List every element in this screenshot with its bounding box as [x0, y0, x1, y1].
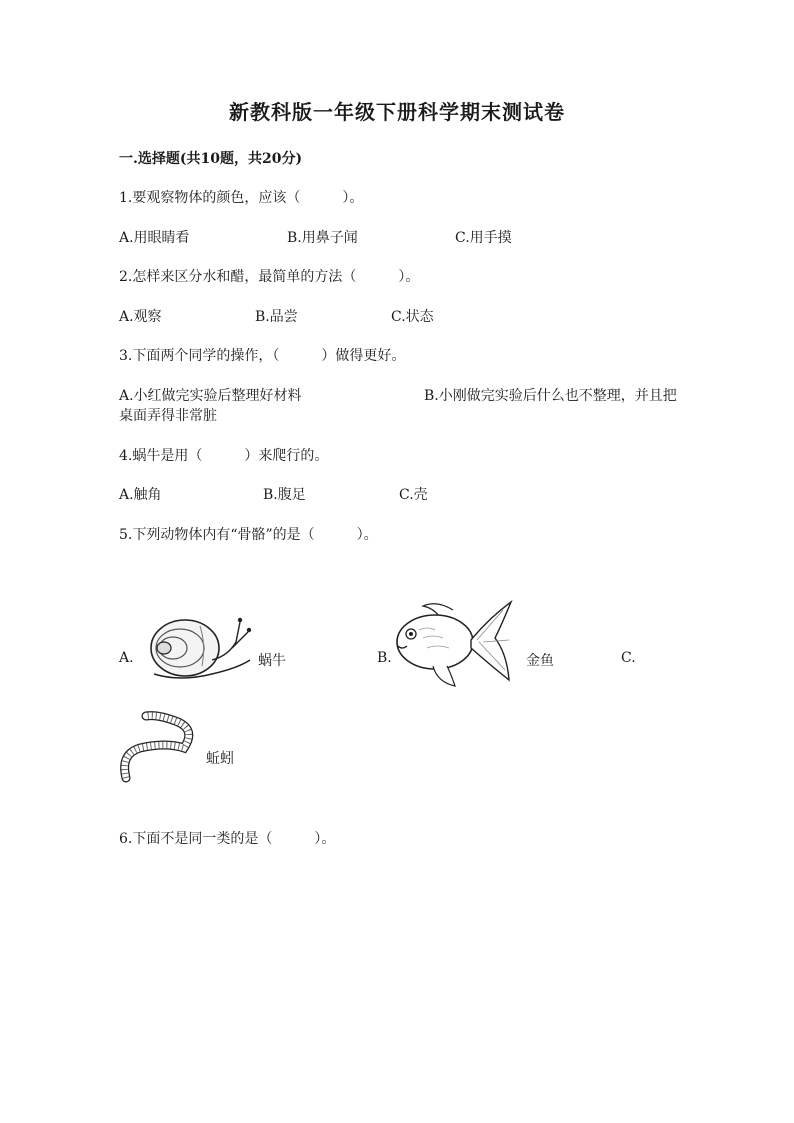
q2-option-c: C.状态 — [391, 309, 434, 325]
q2-option-a: A.观察 — [119, 309, 162, 325]
question-1: 1.要观察物体的颜色，应该（ ）。 — [119, 190, 364, 206]
q5-option-a-label: A. — [119, 650, 134, 666]
q1-option-c: C.用手摸 — [455, 230, 512, 246]
q4-option-b: B.腹足 — [263, 487, 306, 503]
q5-option-b-label: B. — [377, 650, 392, 666]
q3-option-a: A.小红做完实验后整理好材料 — [119, 388, 302, 404]
q5-caption-goldfish: 金鱼 — [526, 653, 554, 669]
q5-caption-earthworm: 蚯蚓 — [206, 751, 234, 767]
q3-option-b: B.小刚做完实验后什么也不整理，并且把桌面弄得非常脏 — [119, 388, 677, 424]
q5-option-c-label: C. — [621, 650, 636, 666]
question-6: 6.下面不是同一类的是（ ）。 — [119, 831, 336, 847]
question-2: 2.怎样来区分水和醋，最简单的方法（ ）。 — [119, 269, 420, 285]
snail-image — [140, 604, 255, 682]
q5-caption-snail: 蜗牛 — [258, 653, 286, 669]
earthworm-image — [118, 708, 202, 784]
section-heading: 一.选择题(共10题，共20分) — [119, 151, 303, 167]
question-3: 3.下面两个同学的操作，（ ）做得更好。 — [119, 348, 406, 364]
q1-option-b: B.用鼻子闻 — [287, 230, 358, 246]
q2-option-b: B.品尝 — [255, 309, 298, 325]
question-4: 4.蜗牛是用（ ）来爬行的。 — [119, 448, 329, 464]
q4-option-a: A.触角 — [119, 487, 162, 503]
q1-option-a: A.用眼睛看 — [119, 230, 190, 246]
question-5: 5.下列动物体内有“骨骼”的是（ ）。 — [119, 527, 378, 543]
q3-option-b-block — [119, 385, 679, 425]
q4-option-c: C.壳 — [399, 487, 428, 503]
page-title: 新教科版一年级下册科学期末测试卷 — [229, 100, 565, 124]
goldfish-image — [393, 596, 515, 688]
